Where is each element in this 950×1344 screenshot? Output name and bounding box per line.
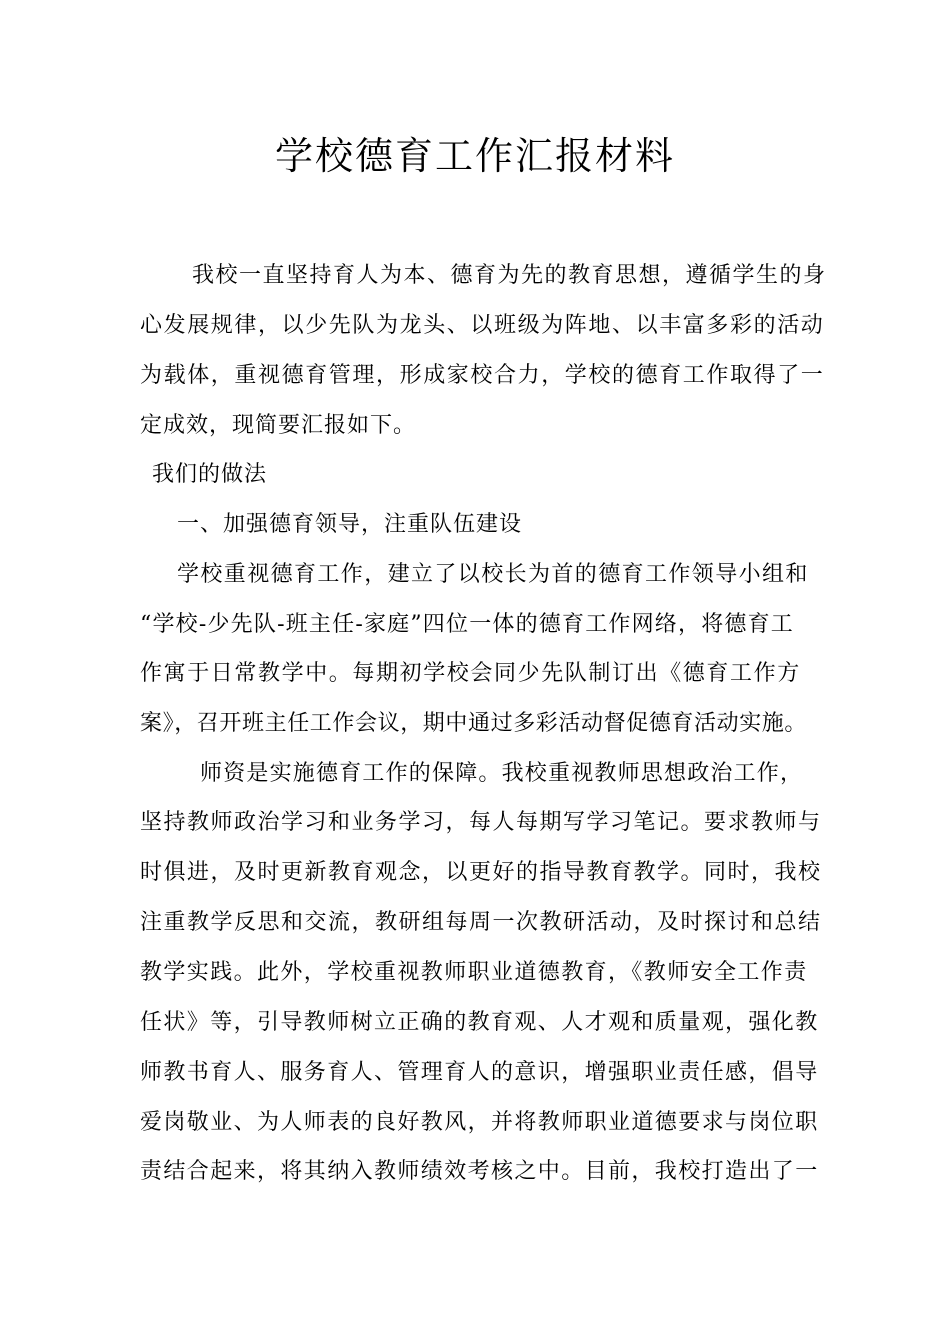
paragraph-line: 坚持教师政治学习和业务学习，每人每期写学习笔记。要求教师与 <box>140 810 822 835</box>
paragraph-line: 师教书育人、服务育人、管理育人的意识，增强职业责任感，倡导 <box>140 1060 819 1085</box>
paragraph-line: 注重教学反思和交流，教研组每周一次教研活动，及时探讨和总结 <box>140 910 822 935</box>
subsection-heading: 一、加强德育领导，注重队伍建设 <box>177 512 523 537</box>
paragraph-line: 爱岗敬业、为人师表的良好教风，并将教师职业道德要求与岗位职 <box>140 1110 819 1135</box>
paragraph-line: 案》，召开班主任工作会议，期中通过多彩活动督促德育活动实施。 <box>140 711 808 736</box>
paragraph-line: 为载体，重视德育管理，形成家校合力，学校的德育工作取得了一 <box>140 363 825 388</box>
paragraph-line: 心发展规律，以少先队为龙头、以班级为阵地、以丰富多彩的活动 <box>140 313 825 338</box>
paragraph-line: 作寓于日常教学中。每期初学校会同少先队制订出《德育工作方 <box>140 661 801 686</box>
paragraph-line: 任状》等，引导教师树立正确的教育观、人才观和质量观，强化教 <box>140 1010 819 1035</box>
document-title: 学校德育工作汇报材料 <box>274 134 675 178</box>
paragraph-line: 责结合起来，将其纳入教师绩效考核之中。目前，我校打造出了一 <box>140 1159 819 1184</box>
paragraph-line: “学校-少先队-班主任-家庭”四位一体的德育工作网络，将德育工 <box>140 612 794 637</box>
paragraph-line: 学校重视德育工作，建立了以校长为首的德育工作领导小组和 <box>177 562 809 587</box>
paragraph-line: 师资是实施德育工作的保障。我校重视教师思想政治工作， <box>200 761 804 786</box>
paragraph-line: 定成效，现简要汇报如下。 <box>140 413 417 438</box>
paragraph-line: 教学实践。此外，学校重视教师职业道德教育，《教师安全工作责 <box>140 960 808 985</box>
paragraph-line: 我校一直坚持育人为本、德育为先的教育思想，遵循学生的身 <box>192 263 827 288</box>
section-heading: 我们的做法 <box>152 462 268 487</box>
paragraph-line: 时俱进，及时更新教育观念，以更好的指导教育教学。同时，我校 <box>140 860 822 885</box>
